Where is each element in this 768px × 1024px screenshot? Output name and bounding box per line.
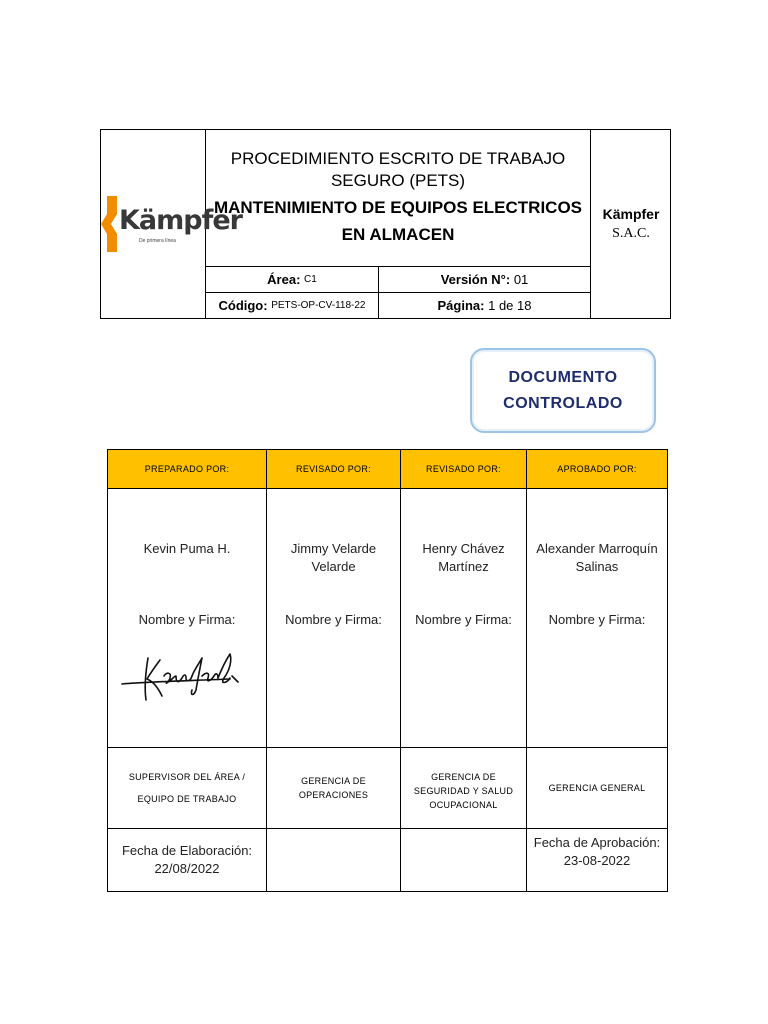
heading-aprobado: APROBADO POR:	[557, 464, 637, 474]
role-revisado-2: GERENCIA DE SEGURIDAD Y SALUD OCUPACIONAL	[413, 772, 514, 810]
page-cell	[379, 293, 590, 318]
fecha-elaboracion-value: 22/08/2022	[154, 861, 220, 876]
company-name-block	[591, 130, 671, 318]
area-label: Área:	[267, 272, 301, 287]
stamp-line2: CONTROLADO	[503, 394, 623, 412]
fecha-aprobacion-value: 23-08-2022	[563, 853, 631, 868]
heading-revisado-2: REVISADO POR:	[426, 464, 501, 474]
approval-table	[107, 449, 668, 892]
controlled-document-stamp	[470, 348, 656, 433]
role-aprobado: GERENCIA GENERAL	[548, 783, 646, 793]
firma-label-aprobado: Nombre y Firma:	[548, 612, 646, 627]
name-revisado-1: Jimmy Velarde Velarde	[290, 541, 377, 574]
document-header	[100, 129, 671, 319]
fecha-elaboracion	[108, 829, 266, 891]
name-aprobado: Alexander Marroquín Salinas	[536, 541, 658, 574]
name-preparado: Kevin Puma H.	[143, 541, 231, 556]
area-value: C1	[304, 274, 317, 285]
fecha-aprobacion-label: Fecha de Aprobación:	[533, 835, 661, 850]
logo-wordmark: Kämpfer	[119, 205, 242, 236]
area-cell	[206, 267, 378, 292]
name-revisado-2: Henry Chávez Martínez	[422, 541, 505, 574]
role-revisado-1: GERENCIA DE OPERACIONES	[298, 776, 369, 800]
stamp-line1: DOCUMENTO	[508, 368, 618, 386]
company-name: Kämpfer	[602, 206, 660, 222]
role-preparado: SUPERVISOR DEL ÁREA / EQUIPO DE TRABAJO	[128, 772, 246, 804]
heading-revisado-1: REVISADO POR:	[296, 464, 371, 474]
version-label: Versión N°:	[440, 272, 511, 287]
document-subtitle-line2: EN ALMACEN	[341, 225, 455, 244]
code-cell	[206, 293, 378, 318]
firma-label-preparado: Nombre y Firma:	[138, 612, 236, 627]
document-subtitle-line1: MANTENIMIENTO DE EQUIPOS ELECTRICOS	[213, 198, 583, 217]
heading-preparado: PREPARADO POR:	[144, 464, 230, 474]
firma-label-revisado-2: Nombre y Firma:	[415, 612, 512, 627]
page-label: Página:	[437, 298, 485, 313]
company-logo	[101, 130, 242, 318]
fecha-aprobacion	[527, 834, 667, 870]
firma-label-revisado-1: Nombre y Firma:	[285, 612, 382, 627]
fecha-elaboracion-label: Fecha de Elaboración:	[121, 843, 253, 858]
code-value: PETS-OP-CV-118-22	[271, 300, 366, 311]
page-value: 1 de 18	[488, 298, 532, 313]
document-title-block	[206, 130, 590, 266]
logo-tagline: De primera línea	[139, 238, 176, 244]
document-title-line1: PROCEDIMIENTO ESCRITO DE TRABAJO	[230, 149, 566, 168]
document-title-line2: SEGURO (PETS)	[330, 171, 466, 190]
code-label: Código:	[218, 298, 268, 313]
version-value: 01	[513, 272, 529, 287]
version-cell	[379, 267, 590, 292]
company-suffix: S.A.C.	[612, 226, 650, 241]
signature-image	[120, 646, 244, 706]
